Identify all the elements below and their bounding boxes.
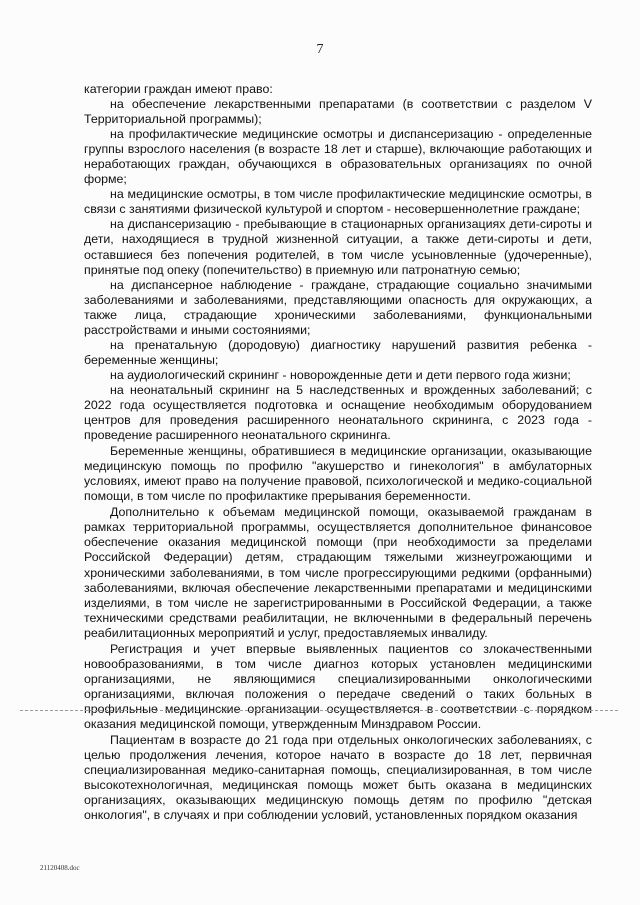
paragraph: на пренатальную (дородовую) диагностику нарушений развития ребенка - беременные женщины;	[84, 337, 592, 367]
paragraph: на аудиологический скрининг - новорожденные дети и дети первого года жизни;	[110, 367, 571, 382]
paragraph: на профилактические медицинские осмотры и диспансеризацию - определенные группы взрослого населения (в возрасте 18 лет и старше), включающие работающих и неработающих граждан, обучающихся в образовательных организациях по очной форме;	[84, 127, 592, 187]
paragraph: на медицинские осмотры, в том числе профилактические медицинские осмотры, в связи с занятиями физической культурой и спортом - несовершеннолетние граждане;	[84, 187, 592, 217]
document-body	[84, 82, 592, 823]
paragraph: на неонатальный скрининг на 5 наследственных и врожденных заболеваний; с 2022 года осуществляется подготовка и оснащение необходимым оборудованием центров для проведения расширенного неонатального скрининга, с 2023 года - проведение расширенного неонатального скрининга.	[84, 382, 592, 443]
paragraph: на обеспечение лекарственными препаратами (в соответствии с разделом V Территориальной программы);	[84, 97, 592, 127]
paragraph: на диспансеризацию - пребывающие в стационарных организациях дети-сироты и дети, находящиеся в трудной жизненной ситуации, а также дети-сироты и дети, оставшиеся без попечения родителей, в том числе усыновленные (удочеренные), принятые под опеку (попечительство) в приемную или патронатную семью;	[84, 217, 592, 277]
paragraph: на диспансерное наблюдение - граждане, страдающие социально значимыми заболеваниями и заболеваниями, представляющими опасность для окружающих, а также лица, страдающие хроническими заболеваниями, функциональными расстройствами и иными состояниями;	[84, 277, 592, 337]
paragraph: Беременные женщины, обратившиеся в медицинские организации, оказывающие медицинскую помощь по профилю "акушерство и гинекология" в амбулаторных условиях, имеют право на получение правовой, психологической и медико-социальной помощи, в том числе по профилактике прерывания беременности.	[84, 444, 592, 504]
page-number: 7	[316, 42, 324, 57]
scan-artifact-line	[20, 710, 618, 711]
paragraph: Дополнительно к объемам медицинской помощи, оказываемой гражданам в рамках территориальной программы, осуществляется дополнительное финансовое обеспечение оказания медицинской помощи (при необходимости за пределами Российской Федерации) детям, страдающим тяжелыми жизнеугрожающими и хроническими заболеваниями, в том числе прогрессирующими редкими (орфанными) заболеваниями, включая обеспечение лекарственными препаратами и медицинскими изделиями, в том числе не зарегистрированными в Российской Федерации, а также техническими средствами реабилитации, не включенными в федеральный перечень реабилитационных мероприятий и услуг, предоставляемых инвалиду.	[84, 505, 592, 640]
paragraph: Пациентам в возрасте до 21 года при отдельных онкологических заболеваниях, с целью продолжения лечения, которое начато в возрасте до 18 лет, первичная специализированная медико-санитарная помощь, специализированная, в том числе высокотехнологичная, медицинская помощь может быть оказана в медицинских организациях, оказывающих медицинскую помощь детям по профилю "детская онкология", в случаях и при соблюдении условий, установленных порядком оказания	[84, 733, 592, 823]
paragraph: Регистрация и учет впервые выявленных пациентов со злокачественными новообразованиями, в том числе диагноз которых установлен медицинскими организациями, не являющимися специализированными онкологическими организациями, включая положения о передаче сведений о таких больных в профильные медицинские организации осуществляется в соответствии с порядком оказания медицинской помощи, утвержденным Минздравом России.	[84, 641, 592, 731]
file-code: 21120408.doc	[40, 864, 80, 872]
paragraph: категории граждан имеют право:	[84, 82, 273, 96]
